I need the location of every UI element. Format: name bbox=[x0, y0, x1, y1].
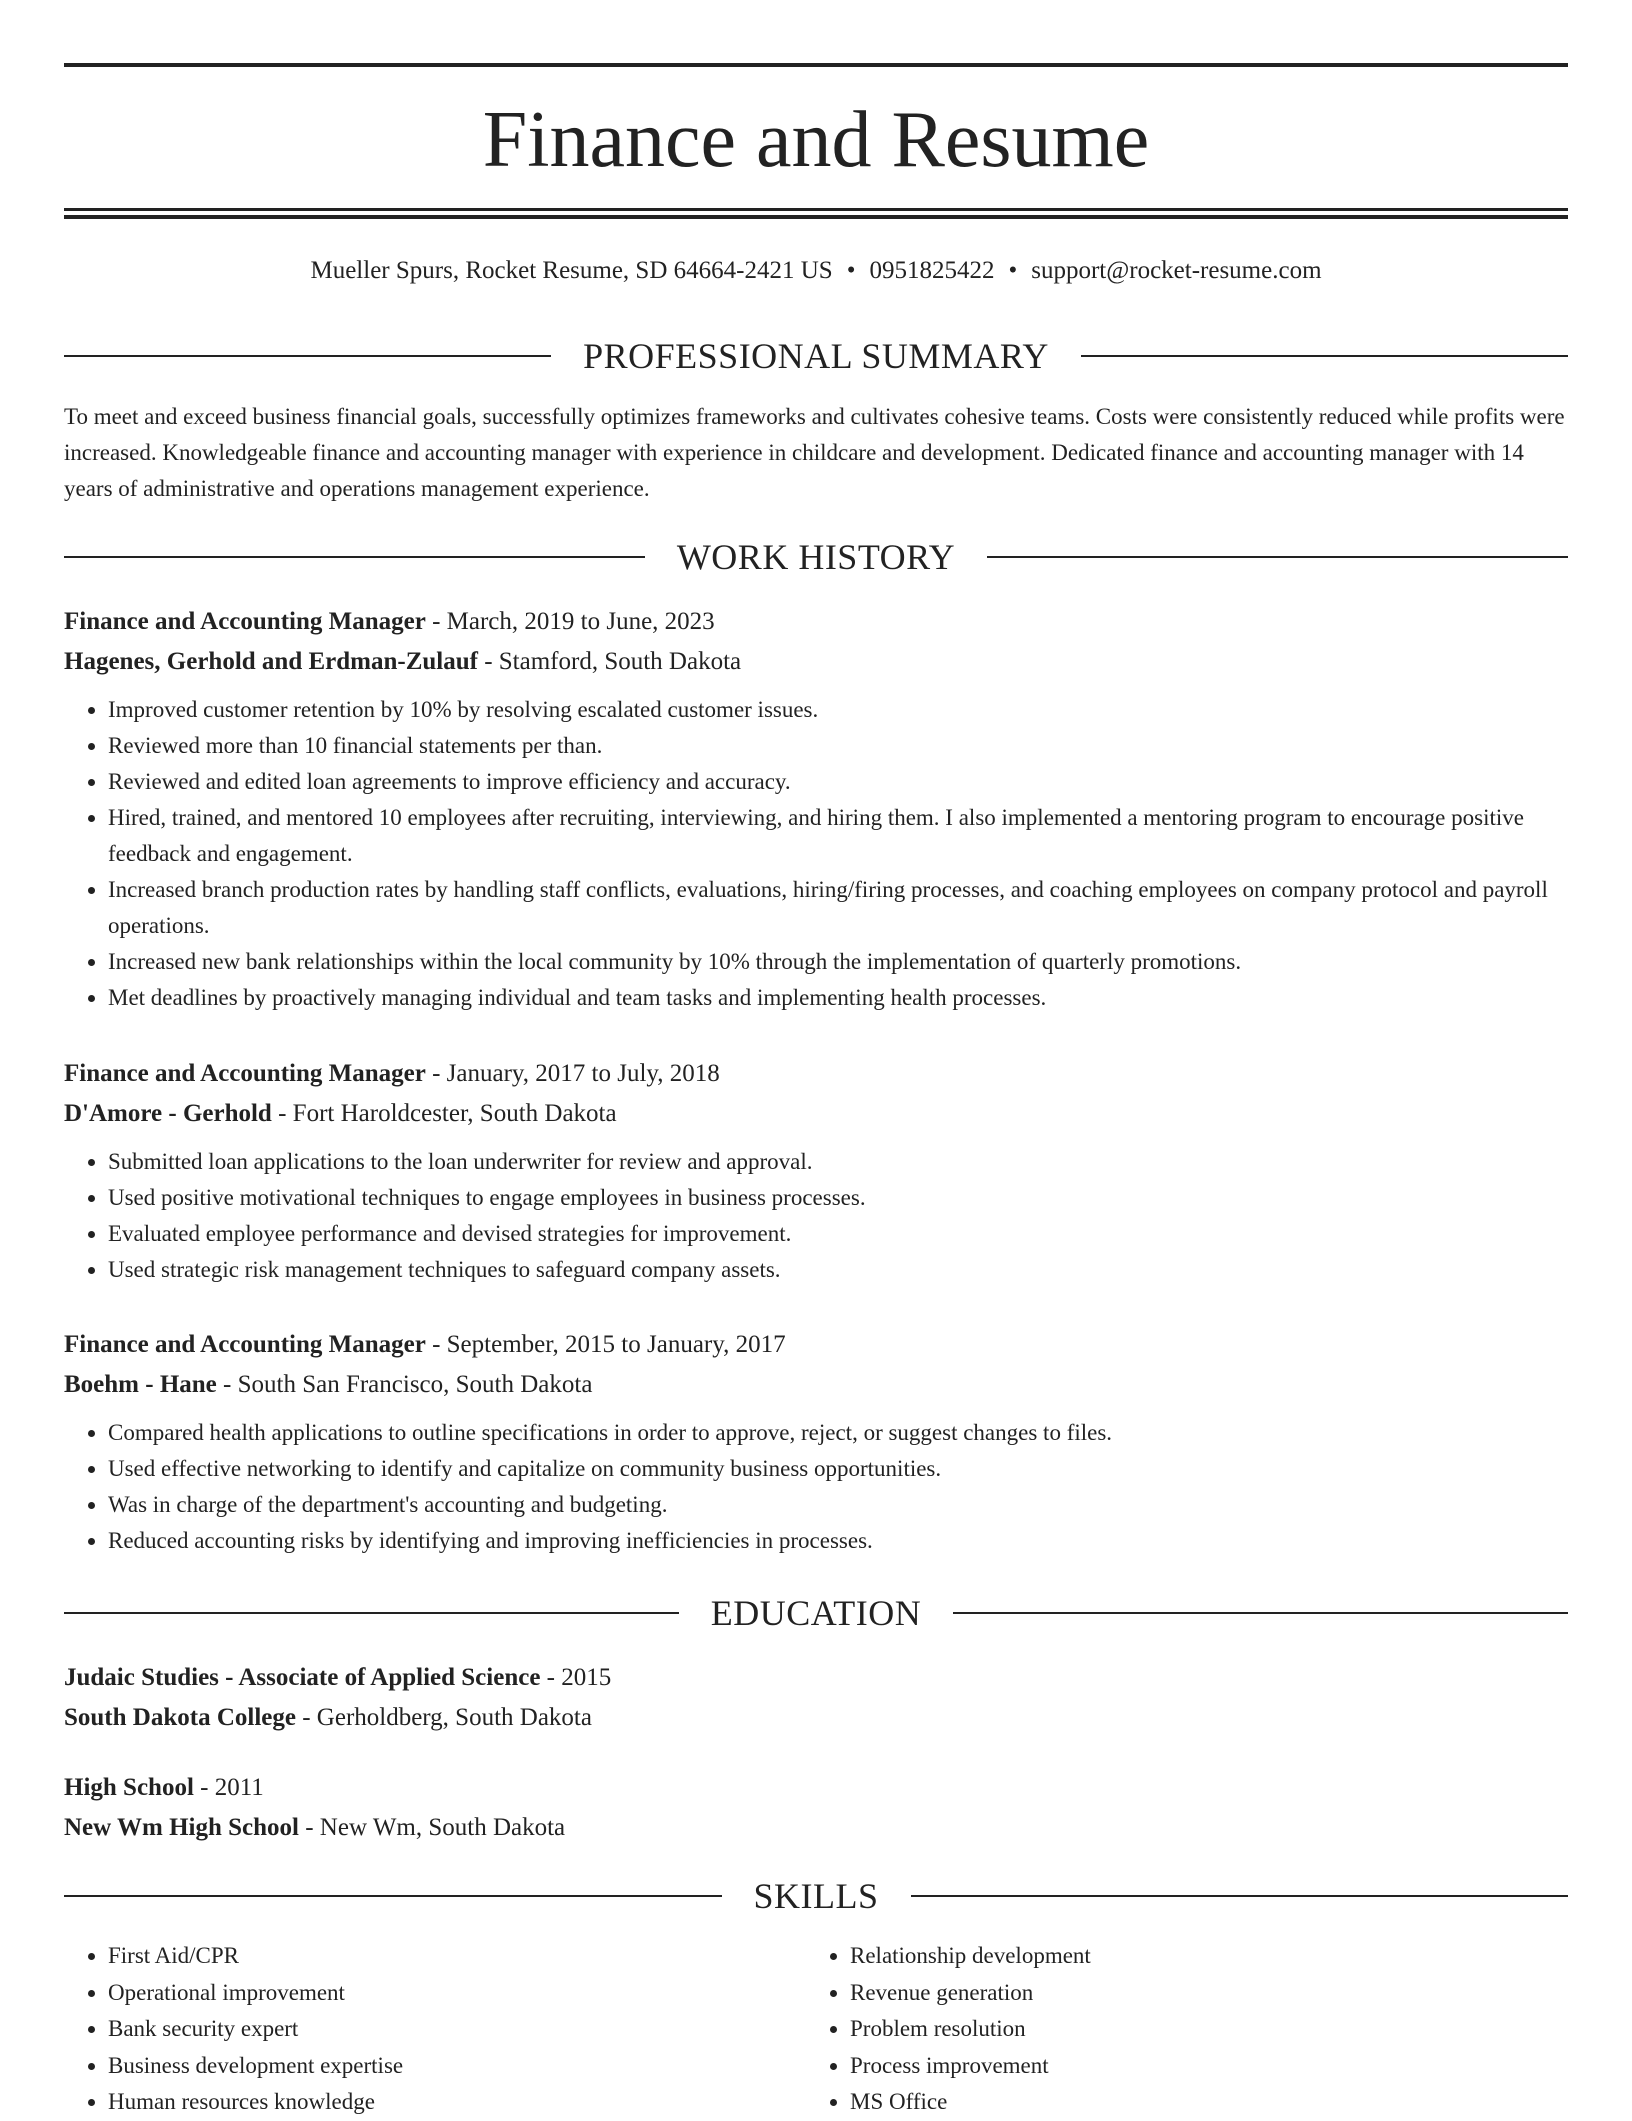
job-entry bbox=[64, 1325, 1568, 1559]
skills-list bbox=[64, 1938, 1568, 2121]
education-school: New Wm High School bbox=[64, 1814, 299, 1841]
list-item: • Met deadlines by proactively managing individual and team tasks and implementing health processes. bbox=[108, 980, 1568, 1016]
list-item: • Relationship development bbox=[850, 1938, 1548, 1975]
list-item: • Reviewed more than 10 financial statements per than. bbox=[108, 728, 1568, 764]
job-entry bbox=[64, 1054, 1568, 1288]
education-school: South Dakota College bbox=[64, 1704, 296, 1731]
job-dates: - January, 2017 to July, 2018 bbox=[432, 1060, 720, 1087]
top-rule bbox=[64, 63, 1568, 67]
list-item: • Compared health applications to outline specifications in order to approve, reject, or suggest changes to files. bbox=[108, 1415, 1568, 1451]
education-location: - Gerholdberg, South Dakota bbox=[302, 1704, 592, 1731]
heading-rule bbox=[987, 556, 1568, 558]
list-item: • Reviewed and edited loan agreements to improve efficiency and accuracy. bbox=[108, 764, 1568, 800]
list-item: • Operational improvement bbox=[108, 1975, 806, 2012]
list-item: • Improved customer retention by 10% by resolving escalated customer issues. bbox=[108, 692, 1568, 728]
list-item: • Business development expertise bbox=[108, 2048, 806, 2085]
contact-separator: • bbox=[1008, 257, 1018, 284]
section-heading-summary bbox=[64, 334, 1568, 378]
list-item: • Bank security expert bbox=[108, 2011, 806, 2048]
education-school-line bbox=[64, 1808, 1568, 1848]
contact-address: Mueller Spurs, Rocket Resume, SD 64664-2421 US bbox=[310, 257, 833, 284]
job-title: Finance and Accounting Manager bbox=[64, 608, 426, 635]
job-bullets bbox=[64, 692, 1568, 1016]
job-location: - South San Francisco, South Dakota bbox=[223, 1371, 593, 1398]
job-location: - Fort Haroldcester, South Dakota bbox=[278, 1100, 617, 1127]
list-item: • Used strategic risk management techniques to safeguard company assets. bbox=[108, 1252, 1568, 1288]
section-heading-skills bbox=[64, 1874, 1568, 1918]
section-title: EDUCATION bbox=[710, 1593, 922, 1633]
list-item: • Used effective networking to identify and capitalize on community business opportunities. bbox=[108, 1451, 1568, 1487]
job-employer: Boehm - Hane bbox=[64, 1371, 217, 1398]
list-item: • Process improvement bbox=[850, 2048, 1548, 2085]
job-employer: Hagenes, Gerhold and Erdman-Zulauf bbox=[64, 648, 478, 675]
contact-email: support@rocket-resume.com bbox=[1031, 257, 1322, 284]
section-title: WORK HISTORY bbox=[676, 537, 956, 577]
list-item: • Submitted loan applications to the loan underwriter for review and approval. bbox=[108, 1144, 1568, 1180]
heading-rule bbox=[64, 1612, 679, 1614]
list-item: • First Aid/CPR bbox=[108, 1938, 806, 1975]
job-title-line bbox=[64, 1325, 1568, 1365]
heading-rule bbox=[64, 1895, 722, 1897]
job-dates: - September, 2015 to January, 2017 bbox=[432, 1331, 786, 1358]
job-title: Finance and Accounting Manager bbox=[64, 1060, 426, 1087]
job-title-line bbox=[64, 602, 1568, 642]
education-degree-line bbox=[64, 1768, 1568, 1808]
job-entry bbox=[64, 602, 1568, 1016]
resume-name: Finance and Resume bbox=[482, 96, 1150, 184]
job-bullets bbox=[64, 1415, 1568, 1559]
list-item: • Reduced accounting risks by identifying and improving inefficiencies in processes. bbox=[108, 1523, 1568, 1559]
education-degree-line bbox=[64, 1658, 1568, 1698]
education-year: - 2015 bbox=[546, 1664, 612, 1691]
heading-rule bbox=[64, 355, 551, 357]
list-item: • Human resources knowledge bbox=[108, 2084, 806, 2121]
education-location: - New Wm, South Dakota bbox=[305, 1814, 566, 1841]
heading-rule bbox=[953, 1612, 1568, 1614]
heading-rule bbox=[64, 556, 645, 558]
education-year: - 2011 bbox=[200, 1774, 264, 1801]
heading-rule bbox=[911, 1895, 1569, 1897]
list-item: • MS Office bbox=[850, 2084, 1548, 2121]
skills-column-right bbox=[806, 1938, 1548, 2121]
job-bullets bbox=[64, 1144, 1568, 1288]
education-degree: Judaic Studies - Associate of Applied Science bbox=[64, 1664, 541, 1691]
section-title: PROFESSIONAL SUMMARY bbox=[583, 336, 1049, 376]
list-item: • Revenue generation bbox=[850, 1975, 1548, 2012]
job-employer: D'Amore - Gerhold bbox=[64, 1100, 272, 1127]
job-title-line bbox=[64, 1054, 1568, 1094]
list-item: • Increased branch production rates by handling staff conflicts, evaluations, hiring/firing processes, and coaching employees on company protocol and payroll operations. bbox=[108, 872, 1568, 944]
heading-rule bbox=[1081, 355, 1568, 357]
job-employer-line bbox=[64, 642, 1568, 682]
section-heading-education bbox=[64, 1591, 1568, 1635]
contact-line bbox=[64, 253, 1568, 289]
contact-phone: 0951825422 bbox=[869, 257, 995, 284]
skills-column-left bbox=[64, 1938, 806, 2121]
job-title: Finance and Accounting Manager bbox=[64, 1331, 426, 1358]
name-rule-upper bbox=[64, 208, 1568, 211]
job-location: - Stamford, South Dakota bbox=[484, 648, 742, 675]
job-employer-line bbox=[64, 1094, 1568, 1134]
list-item: • Hired, trained, and mentored 10 employees after recruiting, interviewing, and hiring them. I also implemented a mentoring program to encourage positive feedback and engagement. bbox=[108, 800, 1568, 872]
list-item: • Was in charge of the department's accounting and budgeting. bbox=[108, 1487, 1568, 1523]
list-item: • Used positive motivational techniques to engage employees in business processes. bbox=[108, 1180, 1568, 1216]
contact-separator: • bbox=[846, 257, 856, 284]
name-rule-lower bbox=[64, 215, 1568, 219]
section-heading-work-history bbox=[64, 535, 1568, 579]
job-employer-line bbox=[64, 1365, 1568, 1405]
summary-text: To meet and exceed business financial goals, successfully optimizes frameworks and cultivates cohesive teams. Costs were consistently reduced while profits were increased. Knowledgeable finance and accounting manager with experience in childcare and development. Dedicated finance and accounting manager with 14 years of administrative and operations management experience. bbox=[64, 404, 1565, 501]
section-title: SKILLS bbox=[753, 1876, 879, 1916]
list-item: • Evaluated employee performance and devised strategies for improvement. bbox=[108, 1216, 1568, 1252]
list-item: • Increased new bank relationships within the local community by 10% through the implementation of quarterly promotions. bbox=[108, 944, 1568, 980]
education-entry bbox=[64, 1768, 1568, 1848]
education-school-line bbox=[64, 1698, 1568, 1738]
job-dates: - March, 2019 to June, 2023 bbox=[432, 608, 715, 635]
list-item: • Problem resolution bbox=[850, 2011, 1548, 2048]
education-degree: High School bbox=[64, 1774, 194, 1801]
education-entry bbox=[64, 1658, 1568, 1738]
